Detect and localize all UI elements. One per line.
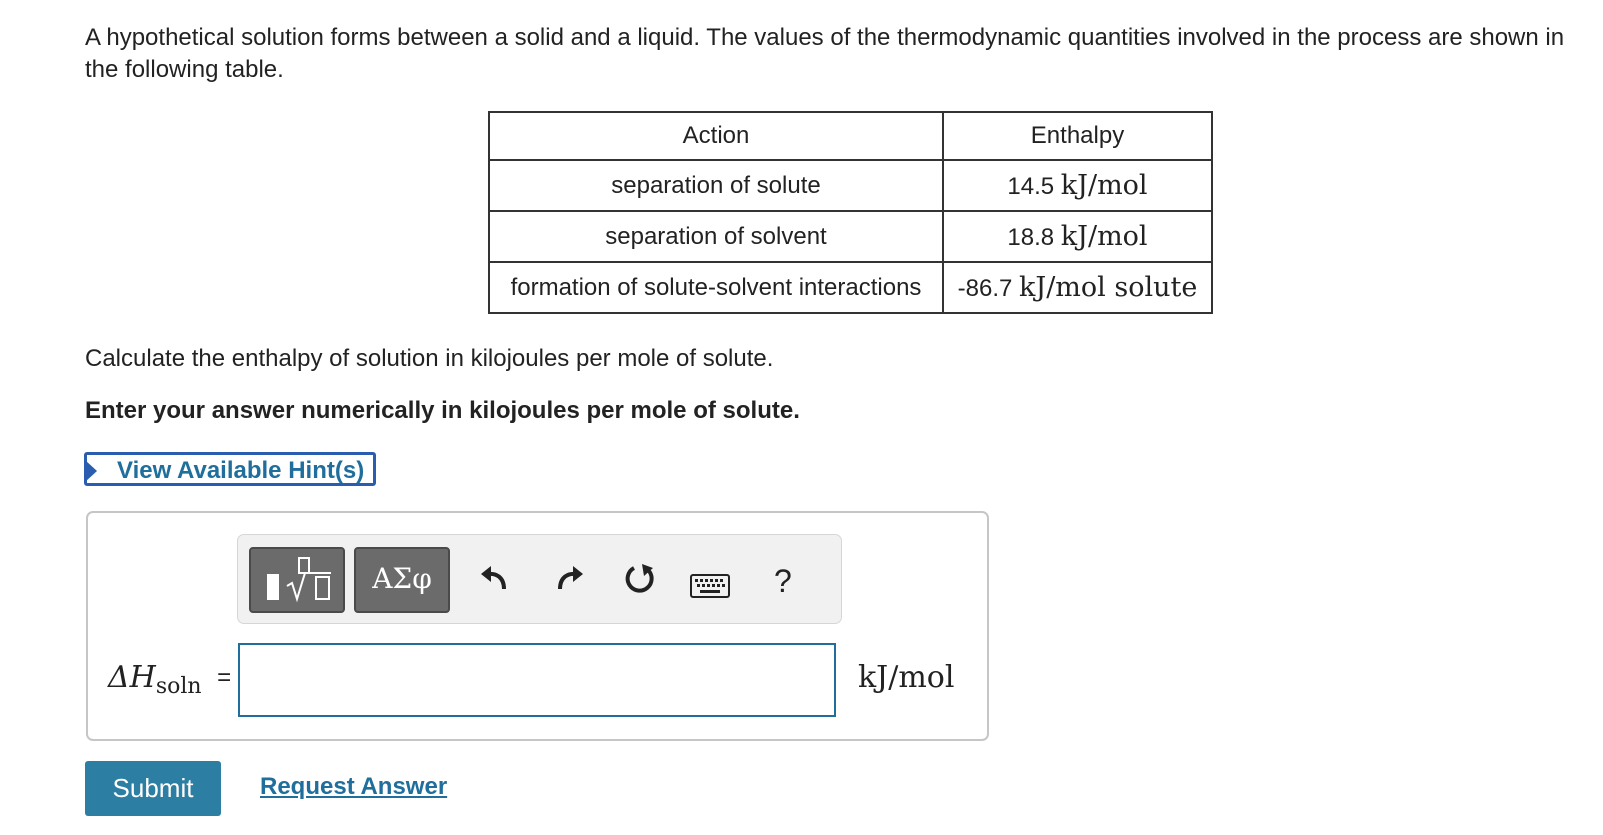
enthalpy-cell bbox=[943, 262, 1212, 313]
enthalpy-value: 14.5 bbox=[1007, 173, 1055, 200]
redo-button[interactable] bbox=[552, 561, 586, 604]
enthalpy-value: 18.8 bbox=[1007, 224, 1055, 251]
action-cell: formation of solute-solvent interactions bbox=[489, 262, 943, 313]
thermo-table bbox=[488, 111, 1213, 314]
reset-button[interactable] bbox=[622, 561, 658, 606]
question-text: Calculate the enthalpy of solution in kilojoules per mole of solute. bbox=[85, 345, 774, 372]
request-answer-link[interactable]: Request Answer bbox=[260, 773, 448, 800]
undo-icon bbox=[478, 561, 512, 595]
enthalpy-cell bbox=[943, 160, 1212, 211]
enthalpy-cell bbox=[943, 211, 1212, 262]
math-toolbar bbox=[237, 534, 842, 624]
table-row bbox=[489, 211, 1212, 262]
equals-sign: = bbox=[217, 664, 232, 691]
reset-icon bbox=[622, 561, 658, 597]
redo-icon bbox=[552, 561, 586, 595]
header-enthalpy: Enthalpy bbox=[943, 112, 1212, 160]
enthalpy-unit: kJ/mol solute bbox=[1019, 272, 1198, 303]
problem-intro: A hypothetical solution forms between a solid and a liquid. The values of the thermodynamic quantities involved in the process are shown in the following table. bbox=[85, 24, 1565, 83]
enthalpy-unit: kJ/mol bbox=[1060, 170, 1148, 201]
view-hints-link[interactable] bbox=[84, 452, 376, 486]
enthalpy-value: -86.7 bbox=[957, 275, 1013, 302]
action-cell: separation of solvent bbox=[489, 211, 943, 262]
delta-h-symbol: ΔH bbox=[108, 660, 156, 695]
keyboard-icon bbox=[690, 574, 730, 598]
answer-label bbox=[108, 660, 231, 699]
keyboard-button[interactable] bbox=[690, 567, 730, 607]
templates-button[interactable] bbox=[249, 547, 345, 613]
table-row bbox=[489, 262, 1212, 313]
action-cell: separation of solute bbox=[489, 160, 943, 211]
instruction-text: Enter your answer numerically in kilojoules per mole of solute. bbox=[85, 397, 800, 424]
soln-subscript: soln bbox=[155, 674, 202, 699]
view-hints-label: View Available Hint(s) bbox=[117, 457, 365, 484]
answer-input[interactable] bbox=[238, 643, 836, 717]
undo-button[interactable] bbox=[478, 561, 512, 604]
header-action: Action bbox=[489, 112, 943, 160]
answer-unit: kJ/mol bbox=[858, 660, 955, 695]
enthalpy-unit: kJ/mol bbox=[1060, 221, 1148, 252]
table-row bbox=[489, 160, 1212, 211]
help-button[interactable]: ? bbox=[774, 563, 792, 599]
templates-icon bbox=[251, 549, 343, 611]
symbols-button[interactable]: ΑΣφ bbox=[354, 547, 450, 613]
table-header-row bbox=[489, 112, 1212, 160]
expand-arrow-icon bbox=[85, 460, 97, 482]
submit-button[interactable]: Submit bbox=[85, 761, 221, 816]
